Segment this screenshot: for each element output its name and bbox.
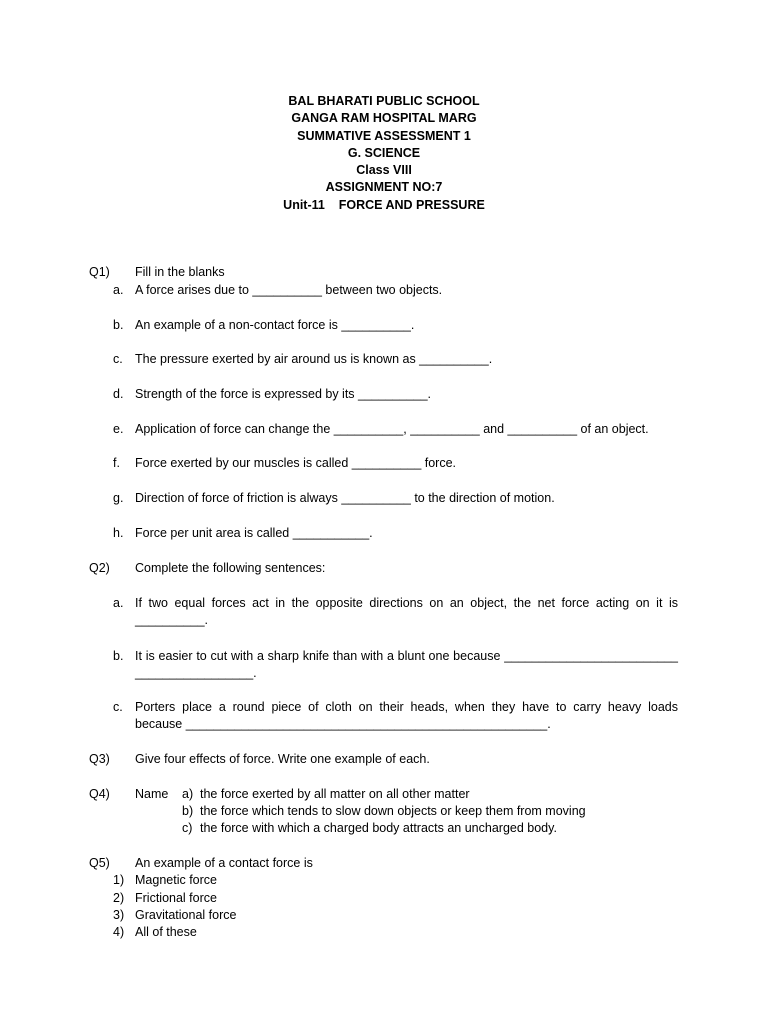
question-text: An example of a contact force is [135, 856, 313, 870]
sentence-line: __________. [135, 613, 208, 627]
sub-letter: b) [182, 804, 194, 818]
blank-item: An example of a non-contact force is __________. [135, 318, 415, 332]
option-text: All of these [135, 925, 197, 939]
option-text: Frictional force [135, 891, 217, 905]
class-name: Class VIII [356, 163, 412, 178]
sentence-line: It is easier to cut with a sharp knife than with a blunt one because _________________________ [135, 649, 678, 663]
item-letter: a. [113, 596, 124, 610]
sentence-line: because ____________________________________________________. [135, 717, 551, 731]
item-letter: c. [113, 700, 123, 714]
item-letter: a. [113, 283, 124, 297]
question-text: Give four effects of force. Write one example of each. [135, 752, 430, 766]
school-address: GANGA RAM HOSPITAL MARG [291, 111, 477, 126]
option-number: 2) [113, 891, 125, 905]
question-number: Q3) [89, 752, 110, 766]
item-letter: c. [113, 352, 123, 366]
question-title: Fill in the blanks [135, 265, 225, 279]
unit-title: Unit-11 FORCE AND PRESSURE [283, 197, 485, 212]
assignment-number: ASSIGNMENT NO:7 [325, 180, 443, 195]
question-number: Q1) [89, 265, 110, 279]
sub-item: the force which tends to slow down objects or keep them from moving [200, 804, 586, 818]
question-label: Name [135, 787, 169, 801]
option-number: 1) [113, 873, 125, 887]
school-name: BAL BHARATI PUBLIC SCHOOL [288, 94, 480, 108]
sub-item: the force exerted by all matter on all other matter [200, 787, 470, 801]
option-number: 4) [113, 925, 125, 939]
question-number: Q4) [89, 787, 110, 801]
sentence-line: If two equal forces act in the opposite directions on an object, the net force acting on it is [135, 596, 678, 610]
document-header [0, 93, 768, 214]
sentence-line: _________________. [135, 666, 257, 680]
sentence-line: Porters place a round piece of cloth on their heads, when they have to carry heavy loads [135, 700, 678, 714]
item-letter: f. [113, 456, 120, 470]
option-text: Gravitational force [135, 908, 237, 922]
blank-item: The pressure exerted by air around us is known as __________. [135, 352, 493, 366]
assessment-title: SUMMATIVE ASSESSMENT 1 [297, 128, 471, 143]
sub-letter: c) [182, 821, 193, 835]
item-letter: d. [113, 387, 124, 401]
option-text: Magnetic force [135, 873, 217, 887]
blank-item: Force per unit area is called ___________. [135, 526, 373, 540]
sub-letter: a) [182, 787, 194, 801]
blank-item: Direction of force of friction is always __________ to the direction of motion. [135, 491, 555, 505]
blank-item: A force arises due to __________ between two objects. [135, 283, 443, 297]
question-number: Q2) [89, 561, 110, 575]
item-letter: e. [113, 422, 124, 436]
blank-item: Application of force can change the __________, __________ and __________ of an object. [135, 422, 649, 436]
question-title: Complete the following sentences: [135, 561, 326, 575]
option-number: 3) [113, 908, 125, 922]
blank-item: Force exerted by our muscles is called __________ force. [135, 456, 457, 470]
item-letter: g. [113, 491, 124, 505]
blank-item: Strength of the force is expressed by its __________. [135, 387, 432, 401]
item-letter: h. [113, 526, 124, 540]
sub-item: the force with which a charged body attracts an uncharged body. [200, 821, 557, 835]
item-letter: b. [113, 318, 124, 332]
question-number: Q5) [89, 856, 110, 870]
item-letter: b. [113, 649, 124, 663]
subject: G. SCIENCE [347, 145, 421, 160]
